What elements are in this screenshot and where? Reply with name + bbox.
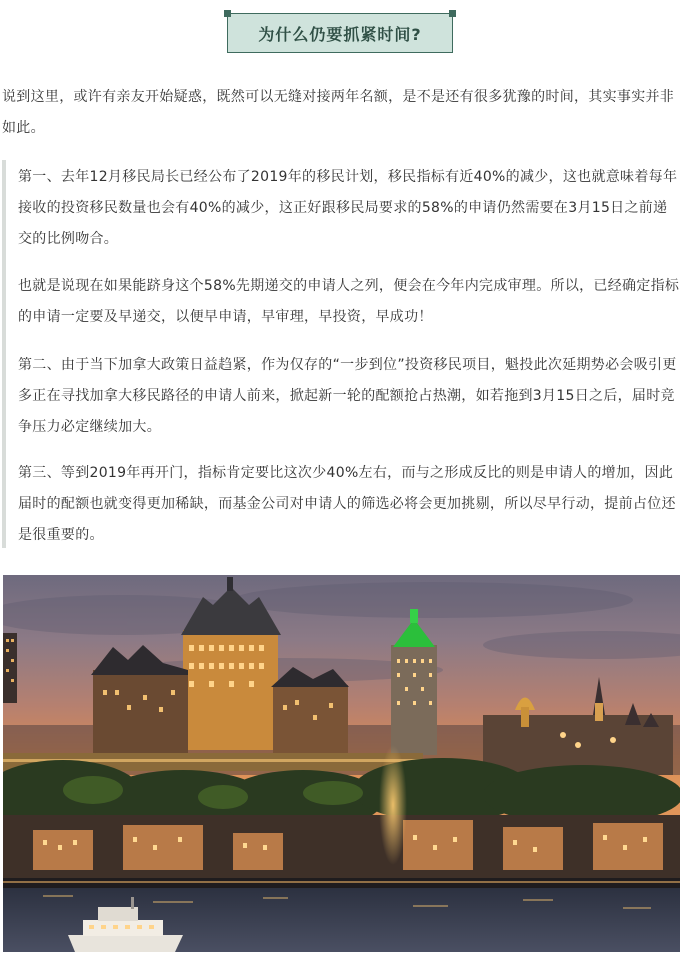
intro-paragraph: 说到这里，或许有亲友开始疑惑，既然可以无缝对接两年名额，是不是还有很多犹豫的时间，其实事实并非如此。 [2,89,675,136]
heading-corner-right [449,10,456,17]
quote-paragraph-4: 第三、等到2019年再开门，指标肯定要比这次少40%左右，而与之形成反比的则是申请人的增加，因此届时的配额也就变得更加稀缺，而基金公司对申请人的筛选必将会更加挑剔，所以尽早行动，提前占位还是很重要的。 [18,465,676,543]
skyline-illustration [3,575,680,952]
section-heading [227,13,455,55]
heading-box [227,13,453,53]
city-skyline-photo [3,575,680,952]
quote-block [2,160,680,548]
quote-paragraph-1: 第一、去年12月移民局长已经公布了2019年的移民计划，移民指标有近40%的减少，这也就意味着每年接收的投资移民数量也会有40%的减少，这正好跟移民局要求的58%的申请仍然需要在3月15日之前递交的比例吻合。 [18,169,678,247]
heading-title: 为什么仍要抓紧时间? [258,24,422,44]
quote-paragraph-2: 也就是说现在如果能跻身这个58%先期递交的申请人之列，便会在今年内完成审理。所以，已经确定指标的申请一定要及早递交，以便早申请，早审理，早投资，早成功！ [18,278,680,325]
quote-paragraph-3: 第二、由于当下加拿大政策日益趋紧，作为仅存的“一步到位”投资移民项目，魁投此次延期势必会吸引更多正在寻找加拿大移民路径的申请人前来，掀起新一轮的配额抢占热潮，如若拖到3月15日之后，届时竞争压力必定继续加大。 [18,357,677,435]
heading-corner-left [224,10,231,17]
